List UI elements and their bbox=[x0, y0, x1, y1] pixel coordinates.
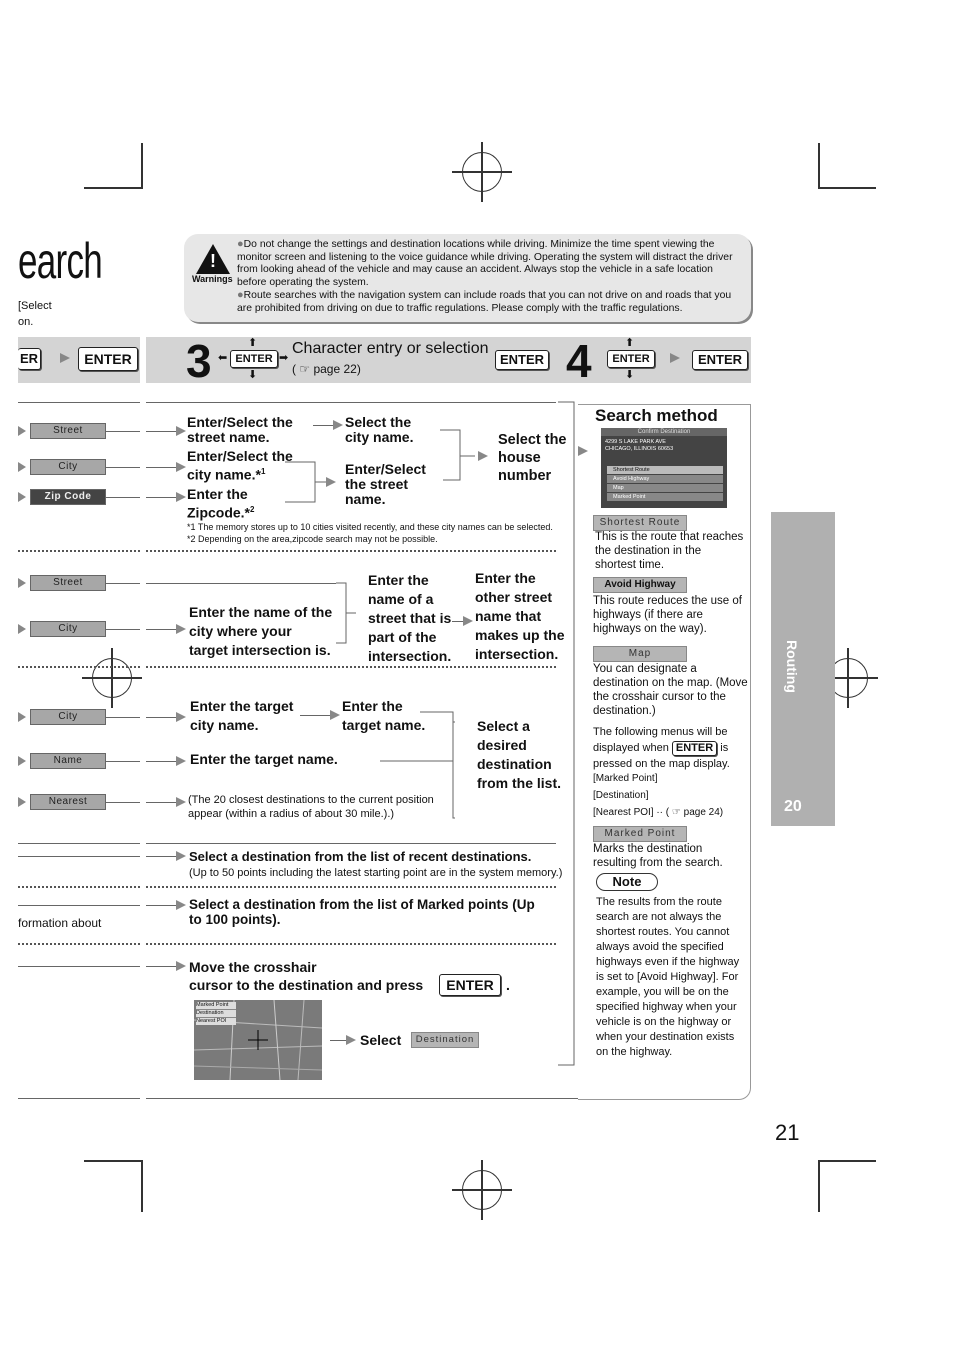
city-button[interactable]: City bbox=[30, 709, 106, 725]
enter-button: ENTER bbox=[439, 974, 501, 996]
map-line-1: Move the crosshair bbox=[189, 959, 317, 975]
nearest-button[interactable]: Nearest bbox=[30, 794, 106, 810]
arrow-icon bbox=[330, 710, 340, 720]
enter-other-street-text: Enter the other street name that makes up the intersection. bbox=[475, 570, 565, 662]
arrow-down-icon: ⬇ bbox=[625, 369, 635, 381]
connector bbox=[106, 497, 140, 498]
side-tab-label: Routing bbox=[784, 640, 800, 693]
arrow-icon bbox=[176, 851, 186, 861]
crop-mark bbox=[141, 1160, 143, 1212]
avoid-highway-text: This route reduces the use of highways (if there are highways on the way). bbox=[593, 595, 742, 635]
arrow-icon bbox=[176, 900, 186, 910]
divider bbox=[18, 843, 140, 844]
arrow-icon bbox=[176, 961, 186, 971]
connector bbox=[106, 467, 140, 468]
search-method-title: Search method bbox=[595, 406, 718, 425]
registration-mark bbox=[82, 648, 142, 708]
note-text: The results from the route search are not always the shortest routes. You cannot always avoid the specified highways even if the highway is set to [Avoid Highway]. For example, you will be on the specified highway when your vehicle is on the highway or when your destination exists on the highway. bbox=[596, 896, 740, 1058]
shortest-route-label: Shortest Route bbox=[593, 515, 687, 531]
dotted-divider bbox=[18, 666, 140, 668]
routing-side-tab bbox=[771, 512, 835, 826]
registration-mark bbox=[452, 142, 512, 202]
enter-zip-text: Enter the Zipcode.*$^2$ bbox=[187, 486, 255, 521]
recent-title: Select a destination from the list of recent destinations. bbox=[189, 849, 532, 864]
arrow-icon bbox=[176, 756, 186, 766]
confirm-destination-screenshot bbox=[601, 428, 727, 508]
city-button[interactable]: City bbox=[30, 459, 106, 475]
screen-address: 4299 S LAKE PARK AVE CHICAGO, ILLINOIS 60653 bbox=[605, 439, 674, 452]
screen-item: Shortest Route bbox=[607, 466, 723, 474]
connector bbox=[106, 629, 140, 630]
bracket-lines bbox=[340, 700, 480, 830]
connector bbox=[146, 431, 176, 432]
dotted-divider bbox=[146, 886, 556, 888]
connector bbox=[146, 905, 176, 906]
screen-item: Map bbox=[607, 484, 723, 492]
map-period: . bbox=[506, 977, 510, 993]
marked-point-label: Marked Point bbox=[593, 826, 687, 842]
arrow-icon bbox=[670, 353, 680, 363]
bracket-lines bbox=[556, 400, 580, 1070]
registration-mark bbox=[452, 1160, 512, 1220]
arrow-icon bbox=[18, 426, 26, 436]
divider bbox=[18, 1098, 140, 1099]
arrow-icon bbox=[18, 492, 26, 502]
enter-city-intersection-text: Enter the name of the city where your target intersection is. bbox=[189, 604, 333, 658]
step-3-title: Character entry or selection bbox=[292, 340, 489, 357]
left-note-2: on. bbox=[18, 316, 34, 328]
map-screenshot bbox=[194, 1000, 322, 1080]
marked-title: Select a destination from the list of Marked points (Up to 100 points). bbox=[189, 897, 535, 927]
connector bbox=[300, 715, 330, 716]
dotted-divider bbox=[146, 666, 556, 668]
connector bbox=[106, 717, 140, 718]
menu-destination: [Destination] bbox=[593, 790, 649, 801]
enter-button: ENTER bbox=[78, 347, 138, 371]
connector bbox=[146, 802, 176, 803]
connector bbox=[146, 761, 176, 762]
screen-item: Marked Point bbox=[607, 493, 723, 501]
connector bbox=[106, 761, 140, 762]
arrow-icon bbox=[478, 451, 488, 461]
marked-left-text: formation about bbox=[18, 916, 102, 930]
step-4-number: 4 bbox=[566, 335, 592, 387]
arrow-icon bbox=[346, 1035, 356, 1045]
footnote-2: *2 Depending on the area,zipcode search may not be possible. bbox=[187, 534, 438, 544]
crop-mark bbox=[818, 1160, 876, 1162]
arrow-icon bbox=[326, 477, 336, 487]
menu-marked-point: [Marked Point] bbox=[593, 773, 658, 784]
map-text: You can designate a destination on the map. (Move the crosshair cursor to the destination.) bbox=[593, 663, 748, 717]
shortest-route-text: This is the route that reaches the destination in the shortest time. bbox=[595, 531, 744, 571]
divider bbox=[18, 402, 140, 403]
footnote-1: *1 The memory stores up to 10 cities visited recently, and these city names can be selected. bbox=[187, 522, 553, 532]
arrow-icon bbox=[60, 353, 70, 363]
connector bbox=[146, 467, 176, 468]
warnings-box: ! Warnings ●Do not change the settings and destination locations while driving. Minimize the time spent viewing the monitor screen and listening to the voice guidance while driving. Operating the system will distract the driver from looking ahead of the vehicle and may cause an accident. Always stop the vehicle in a safe location before operating the system. ●Route searches with the navigation system can include roads that you can not drive on and roads that you are prohibited from driving on due to traffic regulations. Please comply with the traffic regulations. bbox=[184, 234, 751, 322]
connector bbox=[146, 497, 176, 498]
enter-button: ENTER bbox=[692, 350, 748, 370]
enter-button-partial: ER bbox=[18, 348, 41, 370]
step-3-number: 3 bbox=[186, 335, 212, 387]
crop-mark bbox=[84, 187, 142, 189]
divider bbox=[146, 402, 556, 403]
enter-button: ENTER bbox=[230, 350, 278, 368]
crop-mark bbox=[141, 143, 143, 189]
map-menu-item: Marked Point bbox=[196, 1002, 236, 1010]
page-title: earch bbox=[18, 233, 103, 289]
arrow-icon bbox=[176, 624, 186, 634]
hand-pointer-icon: ☞ bbox=[299, 362, 311, 376]
enter-city-text: Enter/Select the city name.*$^1$ bbox=[187, 448, 293, 483]
arrow-icon bbox=[176, 426, 186, 436]
arrow-icon bbox=[18, 578, 26, 588]
enter-target-city-text: Enter the target city name. bbox=[190, 698, 294, 733]
left-note-1: [Select bbox=[18, 300, 52, 312]
nearest-desc: (The 20 closest destinations to the current position appear (within a radius of about 30 mile.).) bbox=[188, 794, 434, 820]
map-menu-item: Nearest POI bbox=[196, 1018, 227, 1024]
warning-item-2: Route searches with the navigation system can include roads that you can not drive on and roads that you are prohibited from driving on due to traffic regulations. Please comply with the traffic regulations. bbox=[237, 290, 732, 314]
connector bbox=[146, 856, 176, 857]
enter-button: ENTER bbox=[495, 350, 549, 370]
arrow-up-icon: ⬆ bbox=[625, 337, 635, 349]
arrow-left-icon: ⬅ bbox=[218, 352, 228, 364]
arrow-icon bbox=[18, 712, 26, 722]
name-button[interactable]: Name bbox=[30, 753, 106, 769]
warning-item-1: Do not change the settings and destination locations while driving. Minimize the time spent viewing the monitor screen and listening to the voice guidance while driving. Operating the system will distract the driver from looking ahead of the vehicle and may cause an accident. Always stop the vehicle in a safe location before operating the system. bbox=[237, 239, 733, 288]
select-house-text: Select the house number bbox=[498, 432, 567, 484]
arrow-icon bbox=[18, 624, 26, 634]
enter-button: ENTER bbox=[607, 350, 655, 368]
enter-button: ENTER bbox=[672, 741, 717, 756]
page-number: 21 bbox=[775, 1120, 800, 1145]
note-label: Note bbox=[596, 873, 658, 891]
street-button[interactable]: Street bbox=[30, 423, 106, 439]
city-button[interactable]: City bbox=[30, 621, 106, 637]
connector bbox=[18, 856, 140, 857]
select-text: Select bbox=[360, 1032, 402, 1048]
street-button[interactable]: Street bbox=[30, 575, 106, 591]
select-desired-text: Select a desired destination from the list. bbox=[477, 718, 562, 791]
marked-point-text: Marks the destination resulting from the search. bbox=[593, 843, 723, 869]
connector bbox=[330, 1040, 346, 1041]
arrow-icon bbox=[18, 797, 26, 807]
map-menu-item: Destination bbox=[196, 1010, 236, 1018]
select-city-text: Select the city name. bbox=[345, 414, 414, 445]
connector bbox=[18, 966, 140, 967]
arrow-icon bbox=[18, 462, 26, 472]
arrow-icon bbox=[18, 756, 26, 766]
enter-target-name-right: Enter the target name. bbox=[342, 698, 426, 733]
arrow-down-icon: ⬇ bbox=[248, 369, 258, 381]
crop-mark bbox=[84, 1160, 142, 1162]
warnings-label: Warnings bbox=[192, 274, 233, 284]
crop-mark bbox=[818, 187, 876, 189]
arrow-up-icon: ⬆ bbox=[248, 337, 258, 349]
side-tab-number: 20 bbox=[784, 798, 802, 815]
enter-target-name: Enter the target name. bbox=[190, 751, 338, 767]
screen-title: Confirm Destination bbox=[601, 428, 727, 436]
connector bbox=[106, 802, 140, 803]
destination-button[interactable]: Destination bbox=[411, 1032, 479, 1048]
hand-pointer-icon: ☞ bbox=[671, 807, 681, 818]
crop-mark bbox=[818, 143, 820, 189]
connector bbox=[146, 717, 176, 718]
divider bbox=[146, 843, 556, 844]
connector bbox=[106, 583, 140, 584]
crop-mark bbox=[818, 1160, 820, 1212]
connector bbox=[18, 905, 140, 906]
arrow-icon bbox=[176, 462, 186, 472]
zip-code-button[interactable]: Zip Code bbox=[30, 489, 106, 505]
warning-icon: ! bbox=[196, 244, 230, 274]
map-menu bbox=[196, 1002, 236, 1025]
connector bbox=[146, 583, 336, 584]
dotted-divider bbox=[18, 550, 140, 552]
bracket-lines bbox=[330, 578, 370, 658]
arrow-right-icon: ➡ bbox=[279, 352, 289, 364]
connector bbox=[146, 629, 176, 630]
arrow-icon bbox=[463, 616, 473, 626]
arrow-icon bbox=[176, 797, 186, 807]
menu-nearest-poi: [Nearest POI] ·· ( ☞ page 24) bbox=[593, 807, 724, 818]
enter-select-street-text: Enter/Select the street name. bbox=[345, 461, 426, 507]
avoid-highway-label: Avoid Highway bbox=[593, 577, 687, 593]
enter-street-text: Enter/Select the street name. bbox=[187, 414, 293, 445]
arrow-icon bbox=[176, 492, 186, 502]
map-line-2: cursor to the destination and press bbox=[189, 977, 424, 993]
recent-note: (Up to 50 points including the latest starting point are in the system memory.) bbox=[189, 867, 563, 879]
enter-street-intersection-text: Enter the name of a street that is part of the intersection. bbox=[368, 572, 452, 664]
divider bbox=[146, 1098, 578, 1099]
dotted-divider bbox=[18, 886, 140, 888]
connector bbox=[146, 966, 176, 967]
following-menus-text: The following menus will be displayed when ENTER is pressed on the map display. bbox=[593, 726, 730, 770]
dotted-divider bbox=[18, 943, 140, 945]
map-label: Map bbox=[593, 646, 687, 662]
step-3-ref: ( ☞ page 22) bbox=[292, 362, 361, 376]
connector bbox=[106, 431, 140, 432]
arrow-icon bbox=[176, 712, 186, 722]
dotted-divider bbox=[146, 550, 556, 552]
dotted-divider bbox=[146, 943, 556, 945]
screen-item: Avoid Highway bbox=[607, 475, 723, 483]
